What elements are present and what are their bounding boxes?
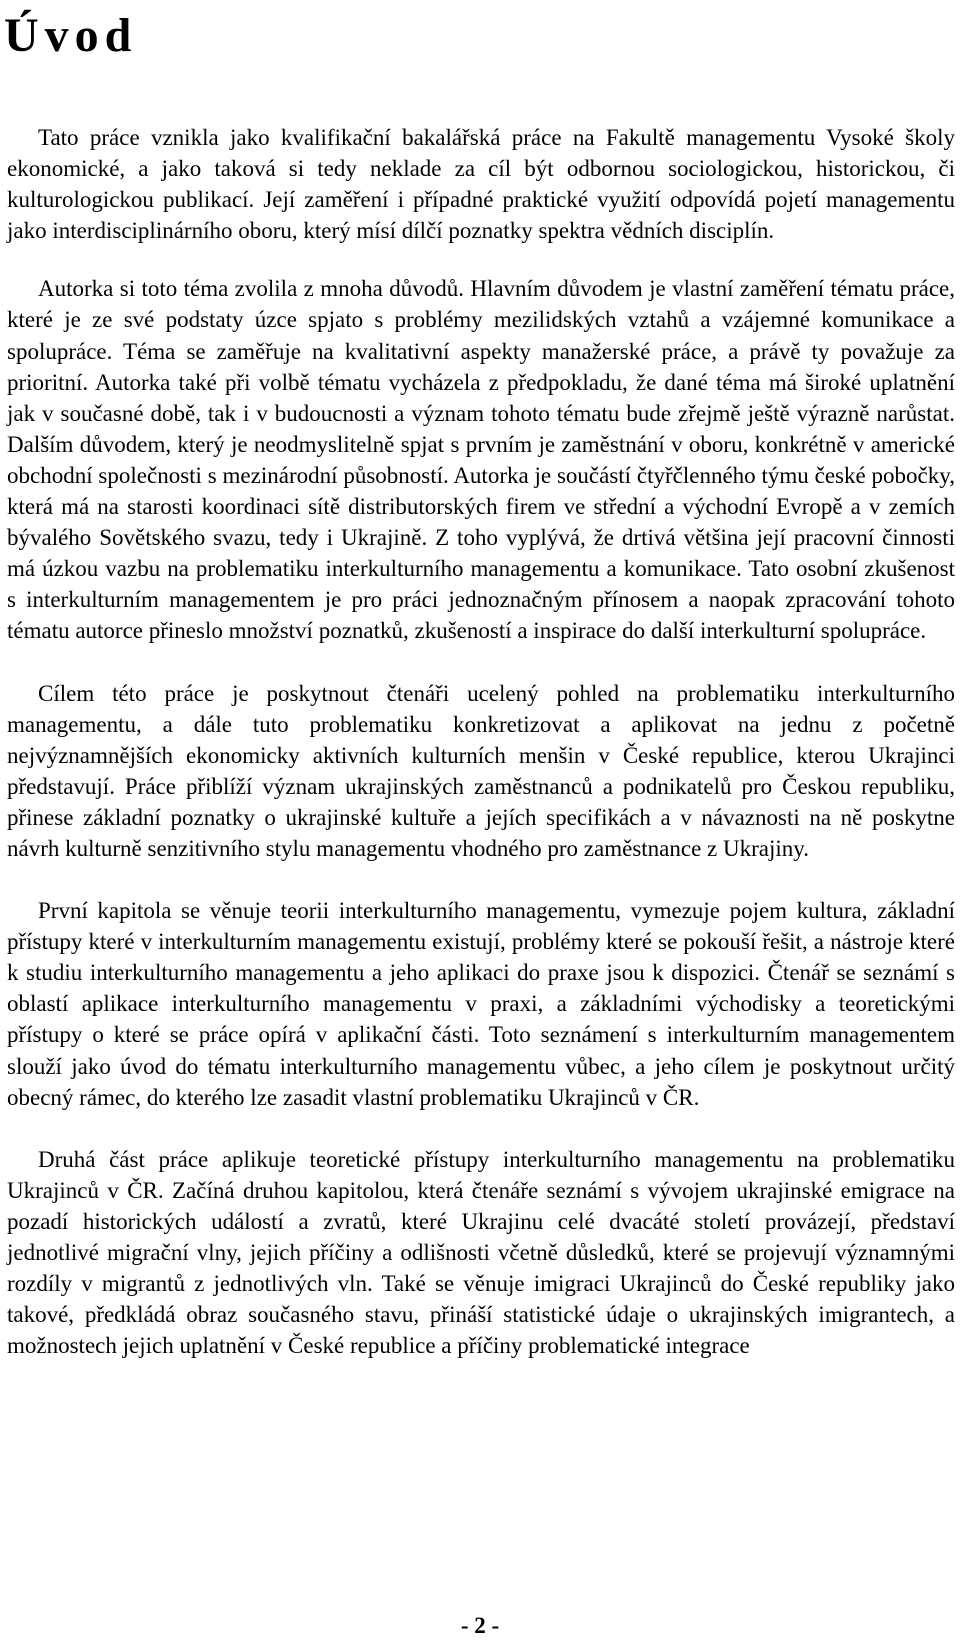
- page-number: - 2 -: [460, 1613, 500, 1638]
- paragraph-1: Tato práce vznikla jako kvalifikační bakalářská práce na Fakultě managementu Vysoké školy ekonomické, a jako taková si tedy neklade za cíl být odbornou sociologickou, historickou, či kulturologickou publikací. Její zaměření i případné praktické využití odpovídá pojetí managementu jako interdisciplinárního oboru, který mísí dílčí poznatky spektra vědních disciplín.: [7, 125, 955, 244]
- paragraph-4: První kapitola se věnuje teorii interkulturního managementu, vymezuje pojem kultura, základní přístupy které v interkulturním managementu existují, problémy které se pokouší řešit, a nástroje které k studiu interkulturního managementu a jeho aplikaci do praxe jsou k dispozici. Čtenář se seznámí s oblastí aplikace interkulturního managementu v praxi, a základními východisky a teoretickými přístupy o které se práce opírá v aplikační části. Toto seznámení s interkulturním managementem slouží jako úvod do tématu interkulturního managementu vůbec, a jeho cílem je poskytnout určitý obecný rámec, do kterého lze zasadit vlastní problematiku Ukrajinců v ČR.: [7, 898, 955, 1110]
- paragraph-5: Druhá část práce aplikuje teoretické přístupy interkulturního managementu na problematiku Ukrajinců v ČR. Začíná druhou kapitolou, která čtenáře seznámí s vývojem ukrajinské emigrace na pozadí historických událostí a zvratů, které Ukrajinu celé dvacáté století provázejí, představí jednotlivé migrační vlny, jejich příčiny a odlišnosti včetně důsledků, které se projevují významnými rozdíly v migrantů z jednotlivých vln. Také se věnuje imigraci Ukrajinců do České republiky jako takové, předkládá obraz současného stavu, přináší statistické údaje o ukrajinských imigrantech, a možnostech jejich uplatnění v České republice a příčiny problematické integrace: [7, 1146, 955, 1359]
- page-title: Úvod: [4, 9, 138, 62]
- paragraph-2: Autorka si toto téma zvolila z mnoha důvodů. Hlavním důvodem je vlastní zaměření tématu práce, které je ze své podstaty úzce spjato s problémy mezilidských vztahů a vzájemné komunikace a spolupráce. Téma se zaměřuje na kvalitativní aspekty manažerské práce, a právě ty považuje za prioritní. Autorka také při volbě tématu vycházela z předpokladu, že dané téma má široké uplatnění jak v současné době, tak i v budoucnosti a význam tohoto tématu bude zřejmě ještě výrazně narůstat. Dalším důvodem, který je neodmyslitelně spjat s prvním je zaměstnání v oboru, konkrétně v americké obchodní společnosti s mezinárodní působností. Autorka je součástí čtyřčlenného týmu české pobočky, která má na starosti koordinaci sítě distributorských firem ve střední a východní Evropě a v zemích bývalého Sovětského svazu, tedy i Ukrajině. Z toho vyplývá, že drtivá většina její pracovní činnosti má úzkou vazbu na problematiku interkulturního managementu a komunikace. Tato osobní zkušenost s interkulturním managementem je pro práci jednoznačným přínosem a naopak zpracování tohoto tématu autorce přineslo množství poznatků, zkušeností a inspirace do další interkulturní spolupráce.: [7, 276, 955, 644]
- paragraph-3: Cílem této práce je poskytnout čtenáři ucelený pohled na problematiku interkulturního managementu, a dále tuto problematiku konkretizovat a aplikovat na jednu z početně nejvýznamnějších ekonomicky aktivních kulturních menšin v České republice, kterou Ukrajinci představují. Práce přiblíží význam ukrajinských zaměstnanců a podnikatelů pro Českou republiku, přinese základní poznatky o ukrajinské kultuře a jejích specifikách a v návaznosti na ně poskytne návrh kulturně senzitivního stylu managementu vhodného pro zaměstnance z Ukrajiny.: [7, 680, 955, 861]
- document-body: [7, 122, 955, 1361]
